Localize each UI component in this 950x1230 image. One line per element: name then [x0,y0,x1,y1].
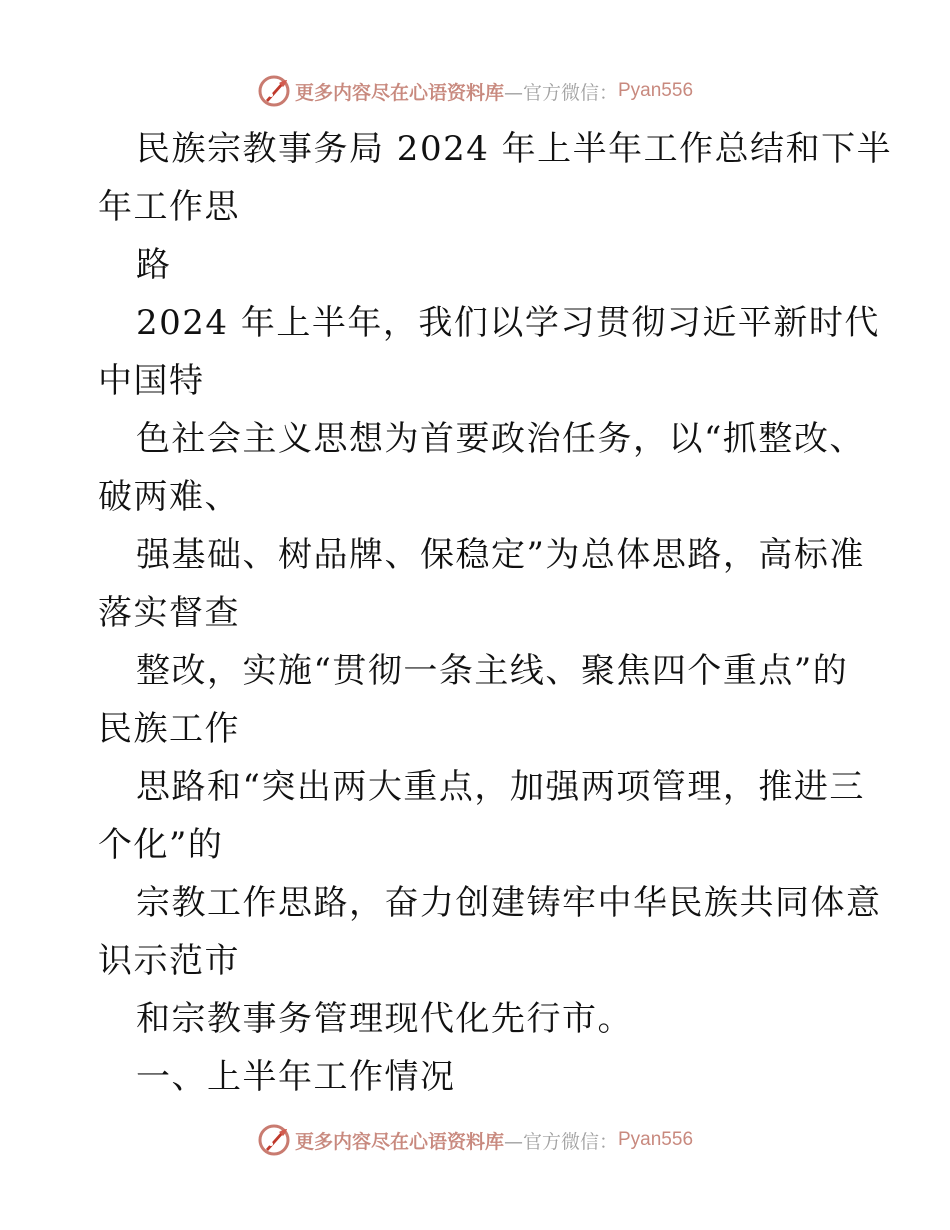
document-text-line: 年工作思 [98,187,240,227]
banner-wechat-label: —官方微信： [503,1130,618,1153]
feather-pen-logo-icon [257,74,291,108]
document-text-line: 思路和“突出两大重点，加强两项管理，推进三 [136,767,865,807]
banner-site-name: 更多内容尽在心语资料库 [294,1130,504,1153]
document-text-line: 识示范市 [98,941,240,981]
document-text-line: 路 [136,245,172,285]
document-text-line: 强基础、树品牌、保稳定”为总体思路，高标准 [136,535,865,575]
feather-pen-logo-icon [257,1123,291,1157]
document-text-line: 和宗教事务管理现代化先行市。 [136,999,633,1039]
document-text-line: 2024 年上半年，我们以学习贯彻习近平新时代 [136,303,880,343]
banner-wechat-id: Pyan556 [618,1129,694,1150]
banner-wechat-label: —官方微信： [503,81,618,104]
document-text-line: 整改，实施“贯彻一条主线、聚焦四个重点”的 [136,651,849,691]
document-text-line: 中国特 [98,361,205,401]
document-text-line: 色社会主义思想为首要政治任务，以“抓整改、 [136,419,865,459]
footer-watermark-banner [0,1120,950,1160]
document-text-line: 民族宗教事务局 2024 年上半年工作总结和下半 [136,129,893,169]
header-watermark-banner [0,71,950,111]
document-text-line: 一、上半年工作情况 [136,1057,456,1097]
document-body [98,120,893,1106]
banner-site-name: 更多内容尽在心语资料库 [294,81,504,104]
document-text-line: 民族工作 [98,709,240,749]
document-text-line: 破两难、 [98,477,240,517]
document-text-line: 个化”的 [98,825,224,865]
document-text-line: 落实督查 [98,593,240,633]
document-text-line: 宗教工作思路，奋力创建铸牢中华民族共同体意 [136,883,882,923]
banner-wechat-id: Pyan556 [618,80,694,101]
